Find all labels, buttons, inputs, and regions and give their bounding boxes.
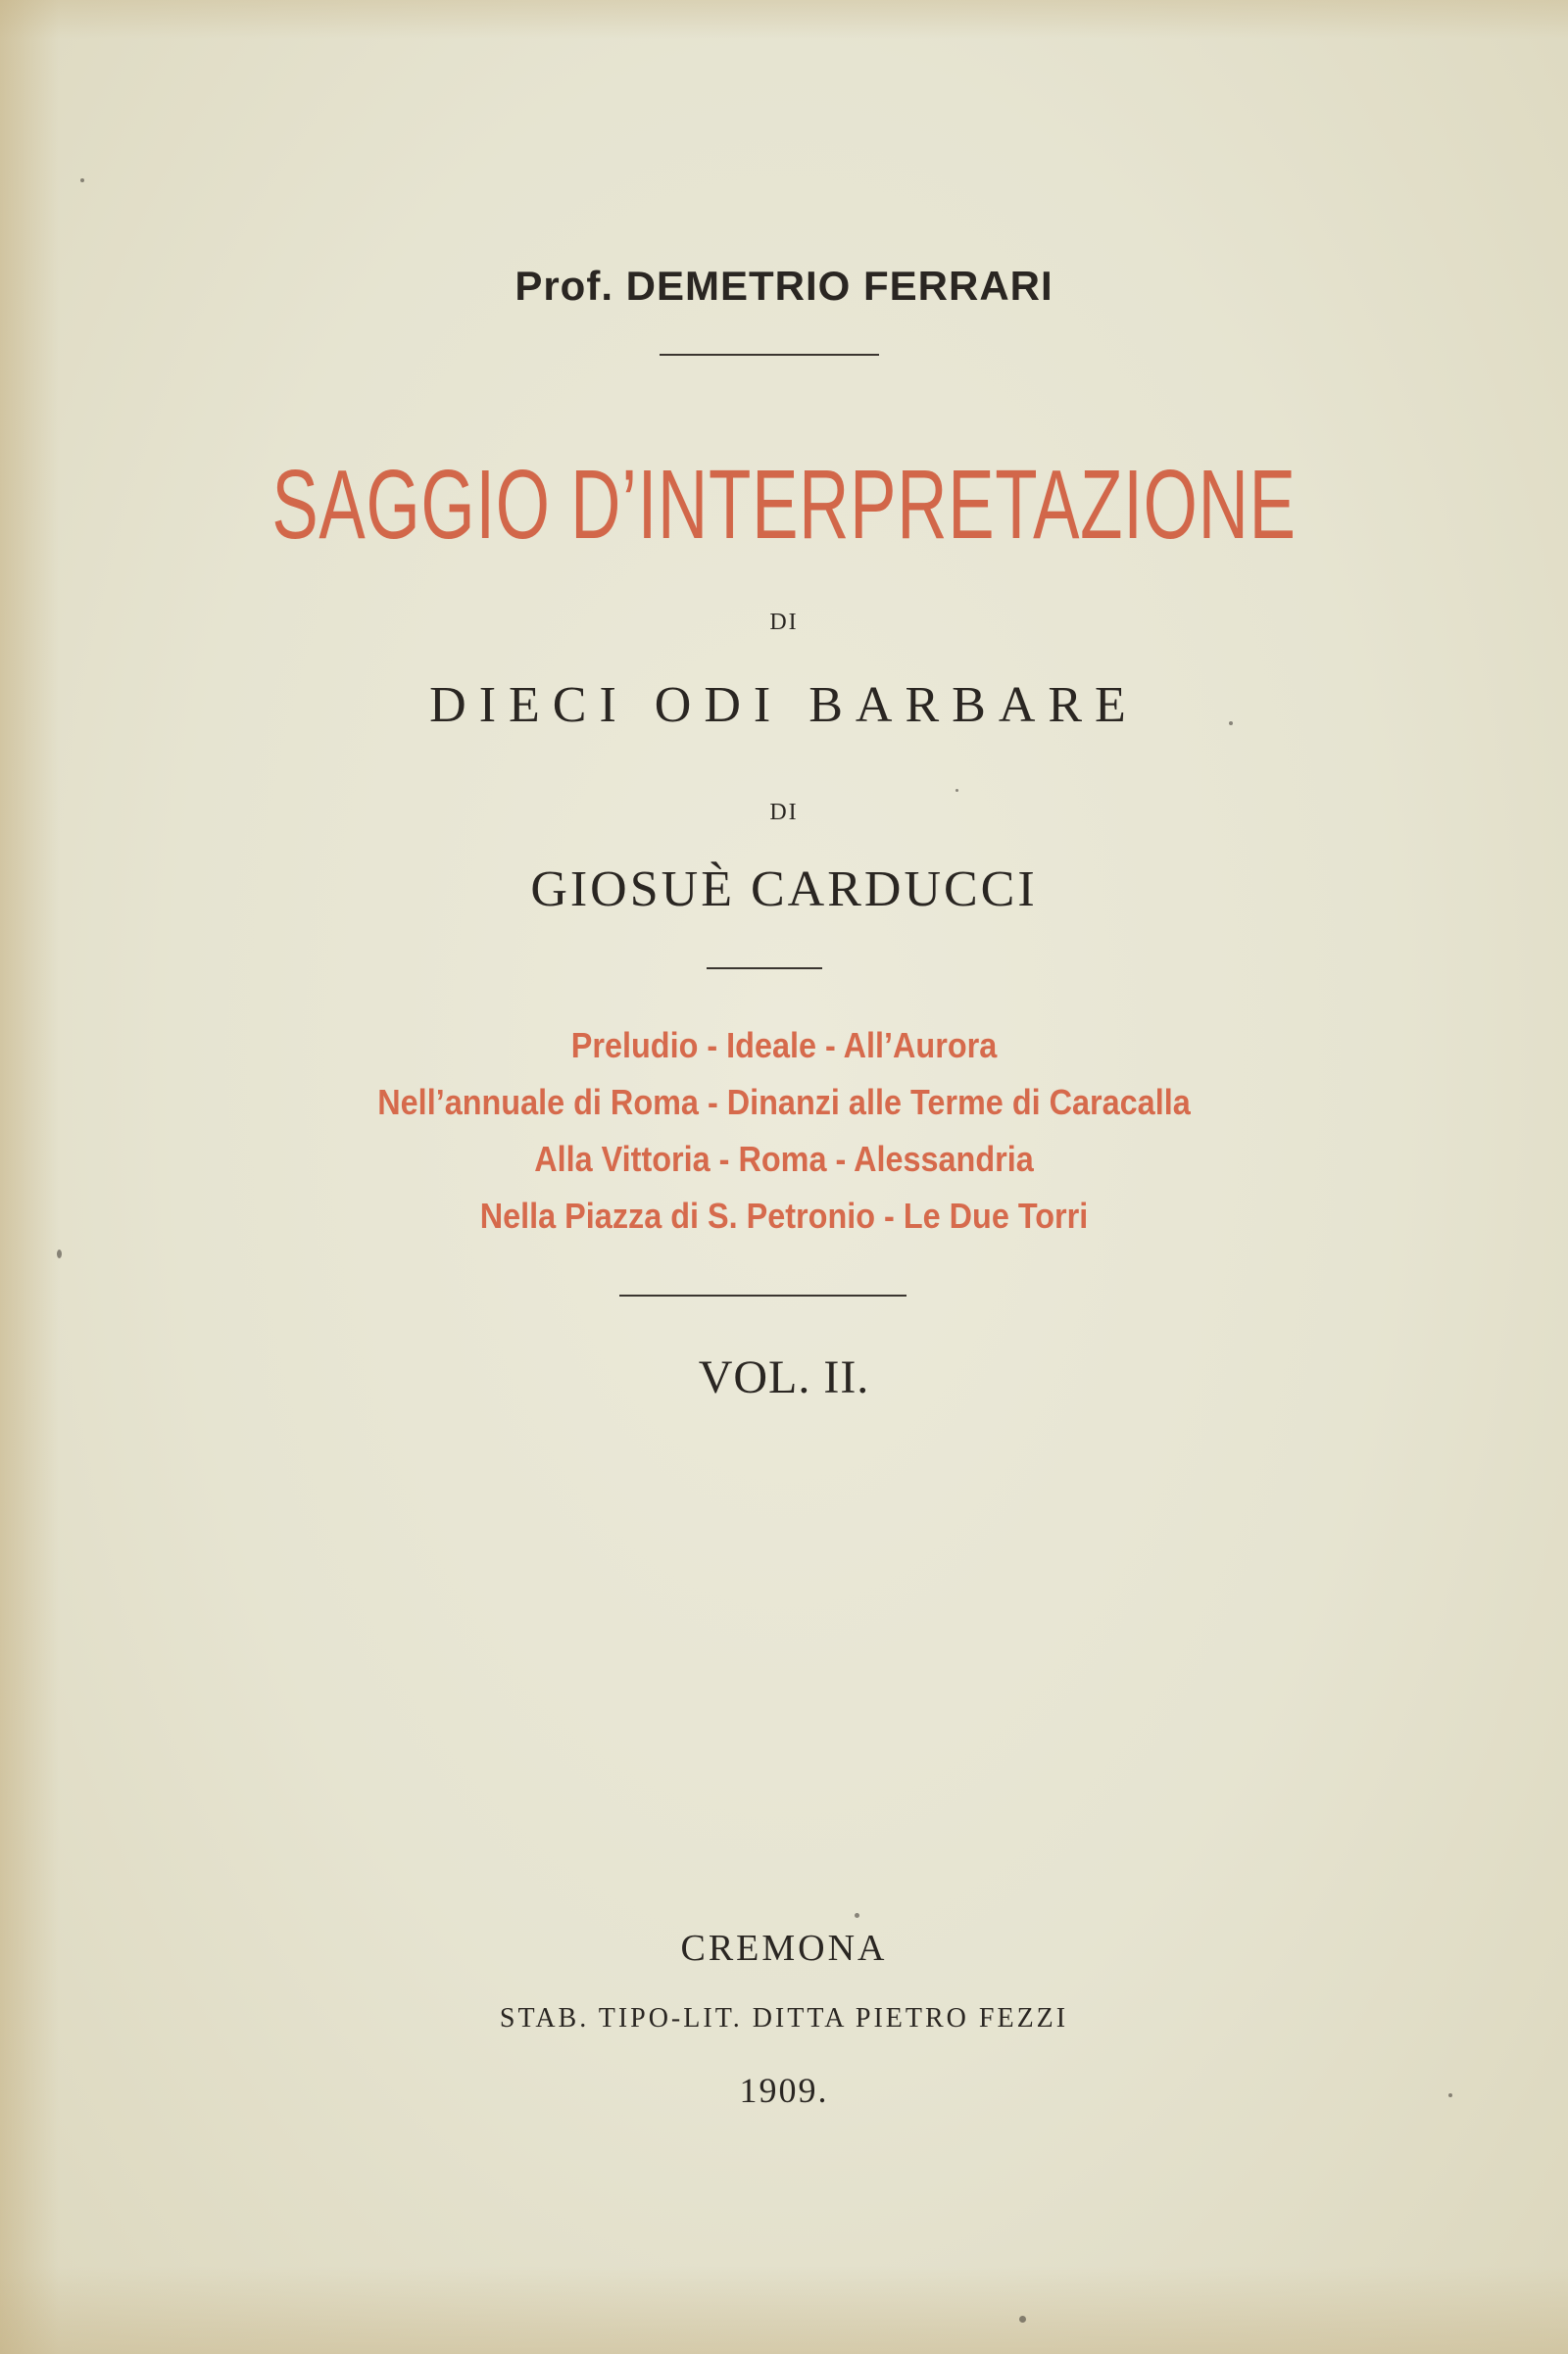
paper-edge-stain-left (0, 0, 59, 2354)
paper-edge-stain-bottom (0, 2266, 1568, 2354)
title-connector: DI (769, 610, 799, 635)
subject-line: DIECI ODI BARBARE (429, 677, 1139, 733)
ode-list-line: Nella Piazza di S. Petronio - Le Due Torri (479, 1196, 1089, 1236)
paper-speck (80, 178, 84, 182)
paper-speck (956, 789, 958, 792)
paper-edge-stain-top (0, 0, 1568, 39)
paper-speck (855, 1913, 859, 1918)
divider-rule (619, 1295, 906, 1297)
poet-name: GIOSUÈ CARDUCCI (530, 861, 1038, 917)
paper-speck (57, 1250, 62, 1258)
divider-rule (660, 354, 879, 356)
volume-number: VOL. II. (698, 1351, 870, 1403)
ode-list-line: Nell’annuale di Roma - Dinanzi alle Terme di Caracalla (377, 1082, 1191, 1122)
book-title: SAGGIO D’INTERPRETAZIONE (271, 450, 1297, 560)
divider-rule (707, 967, 822, 969)
subject-connector: DI (769, 800, 799, 825)
ode-list-line: Preludio - Ideale - All’Aurora (570, 1025, 998, 1065)
publication-city: CREMONA (680, 1928, 888, 1969)
ode-list-line: Alla Vittoria - Roma - Alessandria (534, 1139, 1034, 1179)
paper-speck (1448, 2093, 1452, 2097)
paper-speck (1229, 721, 1233, 725)
paper-speck (1019, 2316, 1026, 2323)
publication-year: 1909. (739, 2071, 829, 2110)
author-name: Prof. DEMETRIO FERRARI (514, 263, 1054, 309)
printer-name: STAB. TIPO-LIT. DITTA PIETRO FEZZI (499, 2003, 1069, 2034)
